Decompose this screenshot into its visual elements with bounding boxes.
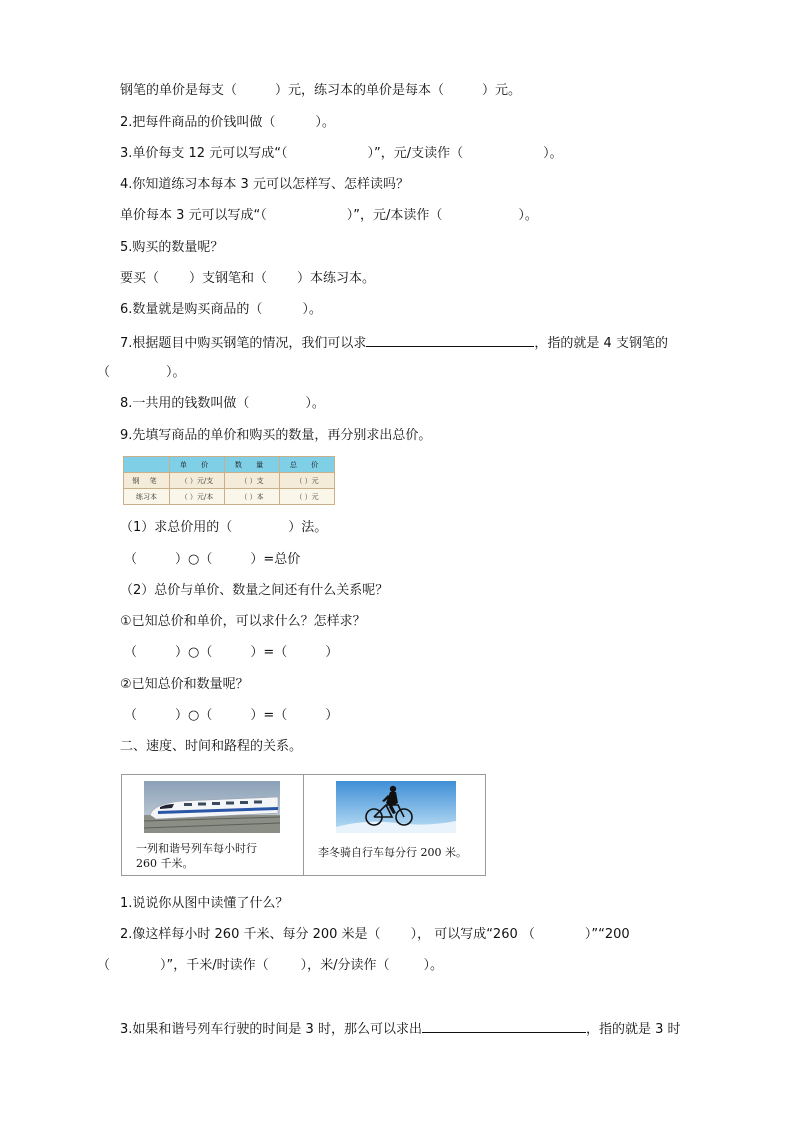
panel-divider (303, 775, 304, 875)
question-speed-2-continued: （ ）”，千米/时读作（ ），米/分读作（ ）。 (97, 958, 444, 973)
question-9-2: （2）总价与单价、数量之间还有什么关系呢？ (120, 583, 389, 598)
price-table (123, 456, 335, 505)
sub-question-1: ①已知总价和单价，可以求什么？怎样求？ (120, 614, 366, 629)
table-header-cell: 单 价 (170, 457, 225, 473)
question-4-answer-line: 单价每本 3 元可以写成“（ ）”，元/本读作（ ）。 (120, 208, 538, 223)
answer-underline[interactable] (422, 1020, 586, 1033)
question-7-continued: （ ）。 (97, 365, 186, 380)
question-speed-1: 1.说说你从图中读懂了什么？ (120, 896, 289, 911)
question-7: 7.根据题目中购买钢笔的情况，我们可以求 ，指的就是 4 支钢笔的 (120, 336, 668, 351)
question-9-1: （1）求总价用的（ ）法。 (120, 520, 328, 535)
question-8: 8.一共用的钱数叫做（ ）。 (120, 396, 325, 411)
question-6: 6.数量就是购买商品的（ ）。 (120, 302, 322, 317)
table-header-cell: 数 量 (225, 457, 280, 473)
formula-total-price: （ ）○（ ）=总价 (124, 552, 301, 567)
table-cell[interactable]: （ ）元/支 (170, 473, 225, 489)
question-5: 5.购买的数量呢？ (120, 240, 224, 255)
section-2-heading: 二、速度、时间和路程的关系。 (120, 739, 303, 754)
question-speed-2: 2.像这样每小时 260 千米、每分 200 米是（ ）， 可以写成“260 （ ）”“200 (120, 927, 630, 942)
table-row-label: 练习本 (124, 489, 170, 505)
question-5-answer-line: 要买（ ）支钢笔和（ ）本练习本。 (120, 271, 376, 286)
table-cell[interactable]: （ ）元 (280, 473, 335, 489)
table-row (124, 473, 335, 489)
table-header-blank (124, 457, 170, 473)
answer-underline[interactable] (366, 334, 534, 347)
question-speed-3: 3.如果和谐号列车行驶的时间是 3 时，那么可以求出 ，指的就是 3 时 (120, 1022, 681, 1037)
table-row-label: 钢 笔 (124, 473, 170, 489)
table-cell[interactable]: （ ）支 (225, 473, 280, 489)
speed-picture-panel (121, 774, 486, 876)
bike-caption: 李冬骑自行车每分行 200 米。 (318, 846, 467, 859)
formula-blank-2: （ ）○（ ）=（ ） (124, 708, 339, 723)
formula-blank-1: （ ）○（ ）=（ ） (124, 645, 339, 660)
table-header-cell: 总 价 (280, 457, 335, 473)
question-9: 9.先填写商品的单价和购买的数量，再分别求出总价。 (120, 428, 432, 443)
line-unit-price-blanks: 钢笔的单价是每支（ ）元，练习本的单价是每本（ ）元。 (120, 83, 522, 98)
table-cell[interactable]: （ ）元/本 (170, 489, 225, 505)
table-row (124, 489, 335, 505)
high-speed-train-image (144, 781, 280, 833)
table-cell[interactable]: （ ）本 (225, 489, 280, 505)
question-4: 4.你知道练习本每本 3 元可以怎样写、怎样读吗？ (120, 177, 409, 192)
train-caption: 一列和谐号列车每小时行 260 千米。 (136, 842, 257, 870)
sub-question-2: ②已知总价和数量呢？ (120, 677, 249, 692)
question-3: 3.单价每支 12 元可以写成“（ ）”，元/支读作（ ）。 (120, 146, 563, 161)
table-header-row (124, 457, 335, 473)
cyclist-image (336, 781, 456, 833)
table-cell[interactable]: （ ）元 (280, 489, 335, 505)
question-2: 2.把每件商品的价钱叫做（ ）。 (120, 115, 335, 130)
